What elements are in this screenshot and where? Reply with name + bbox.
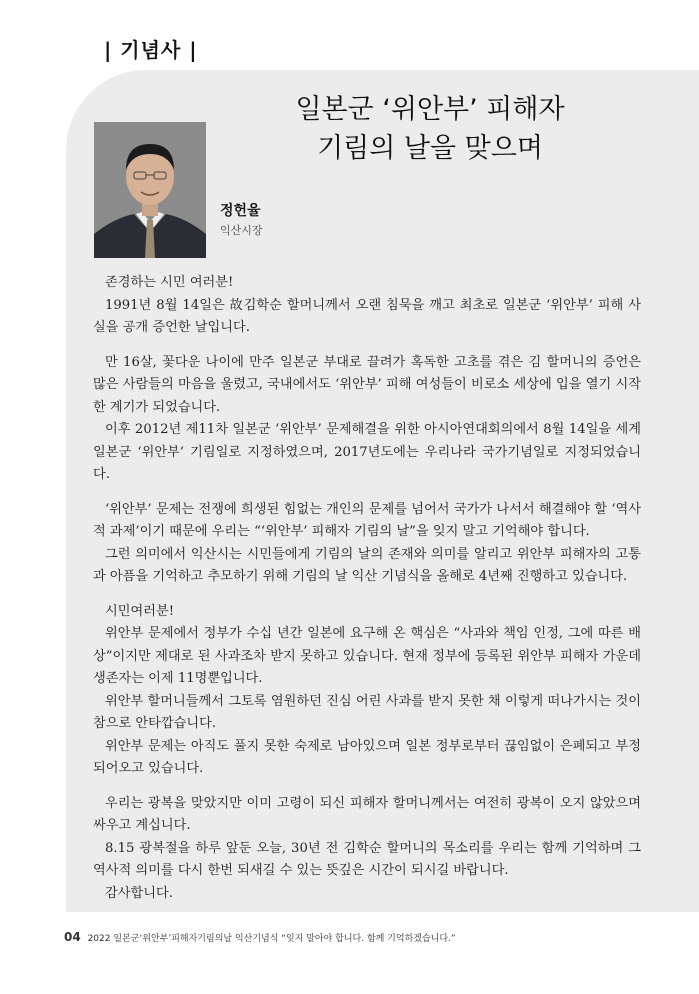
paragraph: 우리는 광복을 맞았지만 이미 고령이 되신 피해자 할머니께서는 여전히 광복이 오지 않았으며 싸우고 계십니다. (93, 795, 641, 833)
page-footer (64, 930, 456, 944)
author-photo (94, 122, 206, 258)
title-line-2: 기림의 날을 맞으며 (317, 133, 543, 164)
page-number: 04 (64, 930, 81, 944)
paragraph: 이후 2012년 제11차 일본군 ‘위안부’ 문제해결을 위한 아시아연대회의에서 8월 14일을 세계 일본군 ‘위안부’ 기림일로 지정하였으며, 2017년도에는 우리나라 국가기념일로 지정되었습니다. (93, 422, 641, 482)
page-title (240, 90, 620, 168)
speech-body (93, 272, 641, 905)
paragraph: ‘위안부’ 문제는 전쟁에 희생된 힘없는 개인의 문제를 넘어서 국가가 나서서 해결해야 할 ‘역사적 과제’이기 때문에 우리는 “‘위안부’ 피해자 기림의 날”을 잊지 말고 기억해야 합니다. (93, 501, 641, 539)
footer-text: 2022 일본군‘위안부’피해자기림의날 익산기념식 “잊지 말아야 합니다. 함께 기억하겠습니다.” (87, 934, 456, 944)
paragraph: 위안부 할머니들께서 그토록 염원하던 진심 어린 사과를 받지 못한 채 이렇게 떠나가시는 것이 참으로 안타깝습니다. (93, 693, 641, 731)
paragraph: 감사합니다. (105, 885, 173, 901)
author-name: 정헌율 (220, 203, 261, 219)
author-position: 익산시장 (220, 224, 263, 237)
paragraph: 만 16살, 꽃다운 나이에 만주 일본군 부대로 끌려가 혹독한 고초를 겪은 김 할머니의 증언은 많은 사람들의 마음을 울렸고, 국내에서도 ‘위안부’ 피해 여성들이 비로소 세상에 입을 열기 시작한 계기가 되었습니다. (93, 354, 641, 415)
paragraph: 그런 의미에서 익산시는 시민들에게 기림의 날의 존재와 의미를 알리고 위안부 피해자의 고통과 아픔을 기억하고 추모하기 위해 기림의 날 익산 기념식을 올해로 4년째 진행하고 있습니다. (93, 546, 641, 584)
paragraph: 위안부 문제는 아직도 풀지 못한 숙제로 남아있으며 일본 정부로부터 끊임없이 은폐되고 부정되어오고 있습니다. (93, 738, 641, 776)
paragraph: 1991년 8월 14일은 故김학순 할머니께서 오랜 침묵을 깨고 최초로 일본군 ‘위안부’ 피해 사실을 공개 증언한 날입니다. (93, 297, 641, 335)
paragraph: 위안부 문제에서 정부가 수십 년간 일본에 요구해 온 핵심은 “사과와 책임 인정, 그에 따른 배상”이지만 제대로 된 사과조차 받지 못하고 있습니다. 현재 정부에 등록된 위안부 피해자 가운데 생존자는 이제 11명뿐입니다. (93, 626, 641, 686)
title-line-1: 일본군 ‘위안부’ 피해자 (295, 94, 565, 125)
paragraph: 존경하는 시민 여러분! (105, 275, 234, 290)
section-label: | 기념사 | (104, 38, 198, 62)
paragraph: 시민여러분! (105, 603, 174, 619)
paragraph: 8.15 광복절을 하루 앞둔 오늘, 30년 전 김학순 할머니의 목소리를 우리는 함께 기억하며 그 역사적 의미를 다시 한번 되새길 수 있는 뜻깊은 시간이 되시길 바랍니다. (93, 840, 641, 878)
author-portrait-image (94, 122, 206, 258)
